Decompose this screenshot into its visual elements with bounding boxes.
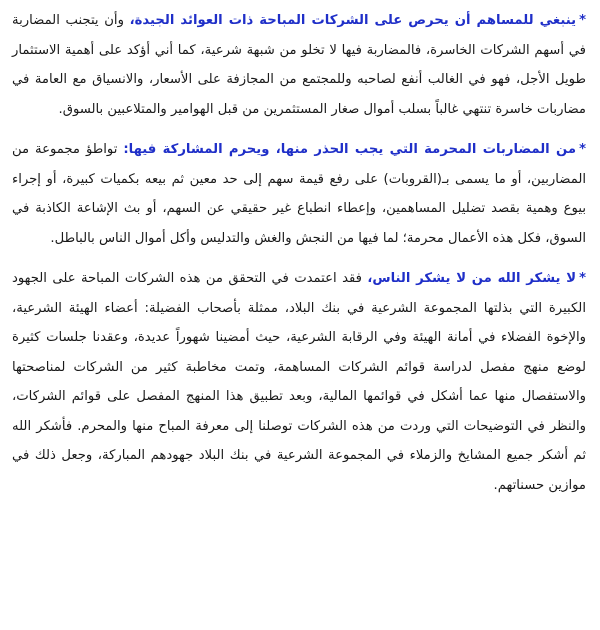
paragraph-heading: لا يشكر الله من لا يشكر الناس، xyxy=(367,271,577,286)
paragraph-forbidden-speculation xyxy=(12,135,586,253)
bullet-marker: * xyxy=(579,142,586,157)
paragraph-selective-investment xyxy=(12,6,586,124)
paragraph-heading: من المضاربات المحرمة التي يجب الحذر منها، ويحرم المشاركة فيها: xyxy=(123,142,577,157)
bullet-marker: * xyxy=(579,13,587,28)
paragraph-body: وأن يتجنب المضاربة في أسهم الشركات الخاسرة، فالمضاربة فيها لا تخلو من شبهة شرعية، كما أني أؤكد على أهمية الاستثمار طويل الأجل، فهو في الغالب أنفع لصاحبه وللمجتمع من المجازفة على الأسعار، والانسياق مع العامة في مضاربات خاسرة تنتهي غالباً بسلب أموال صغار المستثمرين من قبل الهوامير والمتلاعبين بالسوق. xyxy=(12,13,586,117)
paragraph-acknowledgements xyxy=(12,264,586,500)
paragraph-heading: ينبغي للمساهم أن يحرص على الشركات المباحة ذات العوائد الجيدة، xyxy=(129,13,577,28)
paragraph-body: فقد اعتمدت في التحقق من هذه الشركات المباحة على الجهود الكبيرة التي بذلتها المجموعة الشرعية في بنك البلاد، ممثلة بأصحاب الفضيلة: أعضاء الهيئة الشرعية، والإخوة الفضلاء في أمانة الهيئة وفي الرقابة الشرعية، حيث أمضينا شهوراً عديدة، وعقدنا جلسات كثيرة لوضع منهج مفصل لدراسة قوائم الشركات المساهمة، وتمت مخاطبة كثير من الشركات لمناصحتها والاستفصال منها عما أشكل في قوائمها المالية، وبعد تطبيق هذا المنهج المفصل على قوائم الشركات، والنظر في التوضيحات التي وردت من هذه الشركات توصلنا إلى معرفة المباح منها والمحرم. فأشكر الله ثم أشكر جميع المشايخ والزملاء في المجموعة الشرعية في بنك البلاد جهودهم المباركة، وجعل ذلك في موازين حسناتهم. xyxy=(12,271,586,493)
bullet-marker: * xyxy=(579,271,586,286)
paragraph-body: تواطؤ مجموعة من المضاربين، أو ما يسمى بـ(القروبات) على رفع قيمة سهم إلى حد معين ثم بيعه بكميات كبيرة، أو إجراء بيوع وهمية بقصد تضليل المساهمين، وإعطاء انطباع غير حقيقي عن السهم، أو بث الإشاعة الكاذبة في السوق، فكل هذه الأعمال محرمة؛ لما فيها من النجش والغش والتدليس وأكل أموال الناس بالباطل. xyxy=(12,142,586,246)
